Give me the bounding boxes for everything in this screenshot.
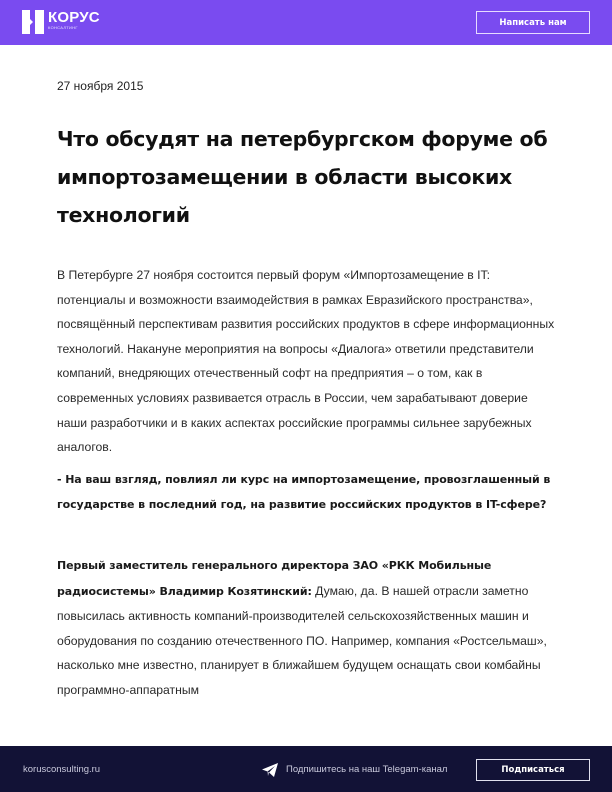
site-header bbox=[0, 0, 612, 45]
korus-logo-icon bbox=[22, 10, 44, 34]
subscribe-button[interactable]: Подписаться bbox=[476, 759, 590, 781]
site-footer bbox=[0, 746, 612, 792]
logo-wordmark bbox=[48, 10, 100, 31]
answer-speaker: Первый заместитель генерального директора ЗАО «РКК Мобильные радиосистемы» Владимир Козятинский: bbox=[57, 559, 492, 598]
site-link[interactable]: korusconsulting.ru bbox=[23, 764, 101, 775]
article-title: Что обсудят на петербургском форуме об импортозамещении в области высоких технологий bbox=[57, 127, 548, 227]
answer-text: Думаю, да. В нашей отрасли заметно повысилась активность компаний-производителей сельскохозяйственных машин и оборудования по созданию отечественного ПО. Например, компания «Ростсельмаш», насколько мне известно, планирует в ближайшем будущем оснащать свои комбайны программно-аппаратным bbox=[57, 583, 547, 697]
interview-answer bbox=[57, 553, 557, 703]
article-date: 27 ноября 2015 bbox=[57, 79, 144, 93]
logo-subtext: КОНСАЛТИНГ bbox=[48, 25, 78, 30]
write-to-us-button[interactable]: Написать нам bbox=[476, 11, 590, 34]
telegram-icon[interactable] bbox=[262, 763, 278, 777]
logo-text: КОРУС bbox=[48, 9, 100, 26]
interview-question: - На ваш взгляд, повлиял ли курс на импортозамещение, провозглашенный в государстве в последний год, на развитие российских продуктов в IT-сфере? bbox=[57, 473, 551, 511]
telegram-subscribe-text[interactable]: Подпишитесь на наш Telegam-канал bbox=[286, 764, 448, 775]
article-intro: В Петербурге 27 ноября состоится первый форум «Импортозамещение в IT: потенциалы и возможности взаимодействия в рамках Евразийского пространства», посвящённый перспективам развития российских продуктов в сфере информационных технологий. Накануне мероприятия на вопросы «Диалога» ответили представители компаний, внедряющих отечественный софт на предприятия – о том, как в современных условиях развивается отрасль в России, чем зарабатывают доверие наши разработчики и в каких аспектах российские программы сильнее зарубежных аналогов. bbox=[57, 268, 555, 455]
korus-logo[interactable] bbox=[22, 10, 100, 34]
